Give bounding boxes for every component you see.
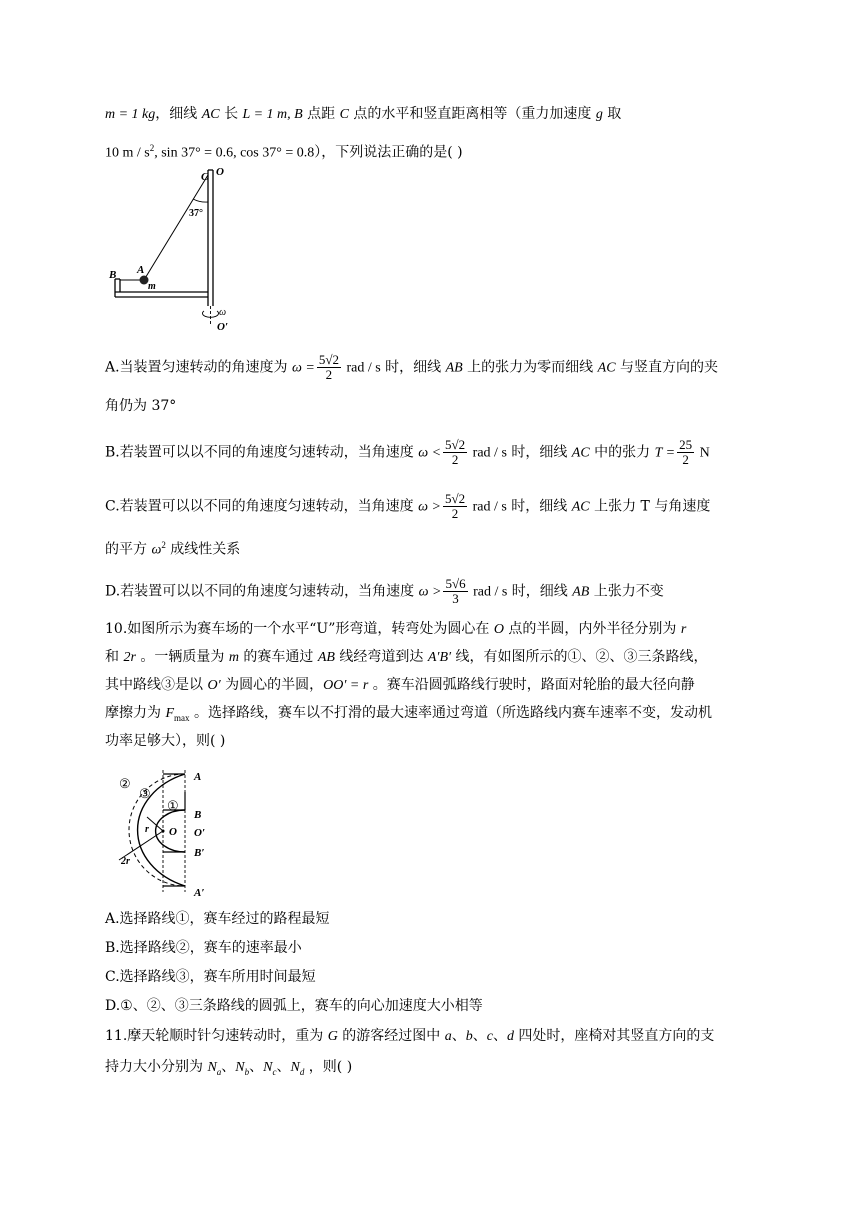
label-o-prime: O′	[194, 827, 206, 839]
var: A′B′	[427, 650, 452, 665]
text: 线，有如图所示的①、②、③三条路线，	[451, 649, 708, 665]
label-r: r	[145, 824, 149, 835]
text: 、	[276, 1059, 291, 1075]
text: 其中路线③是以	[105, 677, 208, 693]
denominator: 2	[451, 452, 459, 467]
text: 时，细线	[380, 359, 446, 376]
var: G	[327, 1029, 338, 1044]
var: d	[506, 1029, 514, 1044]
text: 功率足够大），则( )	[105, 733, 226, 749]
sup: 2	[161, 540, 166, 550]
var: g	[595, 107, 603, 122]
sub: d	[299, 1066, 305, 1077]
unit: rad / s	[469, 584, 508, 600]
trig-values: , sin 37° = 0.6, cos 37° = 0.8	[154, 145, 315, 161]
center-o	[162, 830, 165, 833]
text: 点的半圆，内外半径分别为	[503, 621, 681, 637]
text: 中的张力	[589, 444, 655, 461]
var: N	[263, 1060, 273, 1075]
label-b: B	[109, 269, 117, 281]
label-a: A	[194, 771, 202, 783]
sub: c	[272, 1066, 277, 1077]
q9-line-2	[105, 138, 463, 164]
var: AB	[317, 650, 335, 665]
var: b	[465, 1029, 473, 1044]
text: 、	[221, 1059, 236, 1075]
label-angle: 37°	[189, 208, 203, 219]
text: 上张力 T 与角速度	[589, 498, 711, 515]
sub: max	[174, 712, 190, 723]
label-a: A	[137, 264, 145, 276]
q10-line-3	[105, 675, 695, 696]
sup: 2	[149, 143, 155, 153]
text: 的平方	[105, 541, 152, 558]
q10-option-a	[105, 909, 330, 929]
text: 时，细线	[507, 583, 573, 600]
route-1-label: ①	[167, 798, 179, 813]
denominator: 2	[682, 452, 689, 467]
text: ），下列说法正确的是( )	[314, 144, 463, 161]
string-ac	[144, 175, 208, 280]
text: 上张力不变	[589, 583, 664, 600]
text: ，则( )	[304, 1059, 353, 1075]
var: AB	[572, 584, 590, 600]
var: F	[165, 706, 175, 721]
label-omega: ω	[219, 307, 227, 318]
var: AC	[571, 445, 590, 461]
text: 11.摩天轮顺时针匀速转动时，重为	[105, 1028, 328, 1044]
q9-option-c	[105, 492, 710, 521]
text: 、	[472, 1028, 487, 1044]
text: 、	[249, 1059, 264, 1075]
omega-expr: ω >	[418, 499, 441, 515]
label-c: C	[201, 171, 209, 183]
text: ，细线	[155, 106, 202, 122]
q10-option-d	[105, 996, 483, 1016]
var: 2r	[123, 650, 136, 665]
text: 角仍为 37°	[105, 398, 177, 414]
text: 。赛车沿圆弧路线行驶时，路面对轮胎的最大径向静	[368, 677, 695, 693]
text: A.选择路线①，赛车经过的路程最短	[105, 911, 330, 927]
text: 时，细线	[506, 498, 572, 515]
var: AC	[571, 499, 590, 515]
var: AC	[201, 107, 220, 122]
text: D.①、②、③三条路线的圆弧上，赛车的向心加速度大小相等	[105, 998, 483, 1014]
fraction	[443, 577, 467, 606]
q9-figure	[105, 164, 245, 334]
label-a-prime: A′	[194, 887, 205, 898]
omega-expr: ω =	[292, 360, 315, 376]
text: A.当装置匀速转动的角速度为	[105, 359, 293, 376]
q11-line-1	[105, 1026, 714, 1047]
label-o: O	[216, 166, 224, 178]
sub: b	[244, 1066, 250, 1077]
numerator: 5√2	[444, 491, 466, 506]
omega-expr: ω >	[418, 584, 442, 600]
var: a	[444, 1029, 452, 1044]
denominator: 3	[452, 591, 459, 606]
var: N	[290, 1060, 300, 1075]
text: 摩擦力为	[105, 705, 166, 721]
label-o-prime: O′	[217, 321, 229, 333]
denominator: 2	[451, 506, 459, 521]
q10-option-b	[105, 938, 302, 958]
text: 上的张力为零而细线	[462, 359, 598, 376]
text: B.若装置可以以不同的角速度匀速转动，当角速度	[105, 444, 419, 461]
text: 四处时，座椅对其竖直方向的支	[513, 1028, 715, 1044]
var: O	[493, 622, 504, 637]
numerator: 5√2	[445, 437, 466, 452]
q9-option-b	[105, 438, 710, 467]
q9-option-d	[105, 577, 664, 606]
q9-option-a	[105, 353, 718, 382]
text: D.若装置可以以不同的角速度匀速转动，当角速度	[105, 583, 419, 600]
text: 的游客经过图中	[337, 1028, 445, 1044]
q9-line-1	[105, 104, 621, 125]
route-2-label: ②	[119, 776, 131, 791]
var: c	[486, 1029, 493, 1044]
var: N	[207, 1060, 217, 1075]
unit: rad / s	[469, 445, 507, 461]
text: 为圆心的半圆，	[220, 677, 324, 693]
label-o: O	[169, 826, 177, 838]
fraction	[443, 492, 467, 521]
label-b-prime: B′	[194, 847, 205, 859]
mass-expr: m = 1 kg	[105, 107, 156, 122]
q10-figure	[105, 768, 215, 898]
q10-line-2	[105, 647, 708, 668]
sub: a	[216, 1066, 222, 1077]
text: 持力大小分别为	[105, 1059, 208, 1075]
var: C	[339, 107, 349, 122]
text: 点的水平和竖直距离相等（重力加速度	[348, 106, 596, 122]
expr: OO′ = r	[323, 678, 369, 693]
var: O′	[207, 678, 221, 693]
text: C.选择路线③，赛车所用时间最短	[105, 969, 316, 985]
text: 、	[451, 1028, 466, 1044]
unit: rad / s	[469, 499, 507, 515]
omega-expr: ω <	[418, 445, 442, 461]
text: 点距	[302, 106, 340, 122]
var: m	[228, 650, 239, 665]
unit: rad / s	[343, 360, 381, 376]
fraction	[677, 438, 694, 467]
label-m: m	[148, 281, 156, 292]
var: AC	[597, 360, 616, 376]
text: 。选择路线，赛车以不打滑的最大速率通过弯道（所选路线内赛车速率不变，发动机	[189, 705, 712, 721]
var: r	[680, 622, 687, 637]
q11-line-2	[105, 1057, 352, 1082]
q9-option-c-cont	[105, 535, 240, 561]
text: B.选择路线②，赛车的速率最小	[105, 940, 302, 956]
numerator: 5√2	[318, 352, 339, 367]
text: 成线性关系	[165, 541, 241, 558]
text: 与竖直方向的夹	[615, 359, 718, 376]
text: 线经弯道到达	[334, 649, 428, 665]
label-2r: 2r	[121, 856, 130, 867]
route-3-label: ③	[139, 786, 151, 801]
text: 长	[219, 106, 243, 122]
var: N	[235, 1060, 245, 1075]
text: 。一辆质量为	[135, 649, 229, 665]
var: AB	[445, 360, 463, 376]
text: 取	[602, 106, 622, 122]
numerator: 25	[679, 437, 693, 452]
q10-line-1	[105, 619, 686, 640]
length-expr: L = 1 m, B	[242, 107, 303, 122]
q9-option-a-cont	[105, 396, 176, 416]
omega: ω	[151, 542, 162, 558]
text: 、	[492, 1028, 507, 1044]
q10-line-5	[105, 731, 225, 751]
fraction	[443, 438, 467, 467]
text: 的赛车通过	[238, 649, 318, 665]
angle-arc	[193, 199, 208, 202]
q10-option-c	[105, 967, 316, 987]
denominator: 2	[325, 367, 333, 382]
text: 和	[105, 649, 124, 665]
label-b: B	[194, 809, 202, 821]
fraction	[317, 353, 341, 382]
tension-expr: T =	[654, 445, 676, 461]
text: 10.如图所示为赛车场的一个水平“U”形弯道，转弯处为圆心在	[105, 621, 494, 637]
text: 时，细线	[506, 444, 572, 461]
g-value: 10 m / s	[105, 145, 150, 161]
q10-line-4	[105, 703, 712, 728]
numerator: 5√6	[445, 576, 466, 591]
unit: N	[696, 445, 710, 461]
text: C.若装置可以以不同的角速度匀速转动，当角速度	[105, 498, 419, 515]
